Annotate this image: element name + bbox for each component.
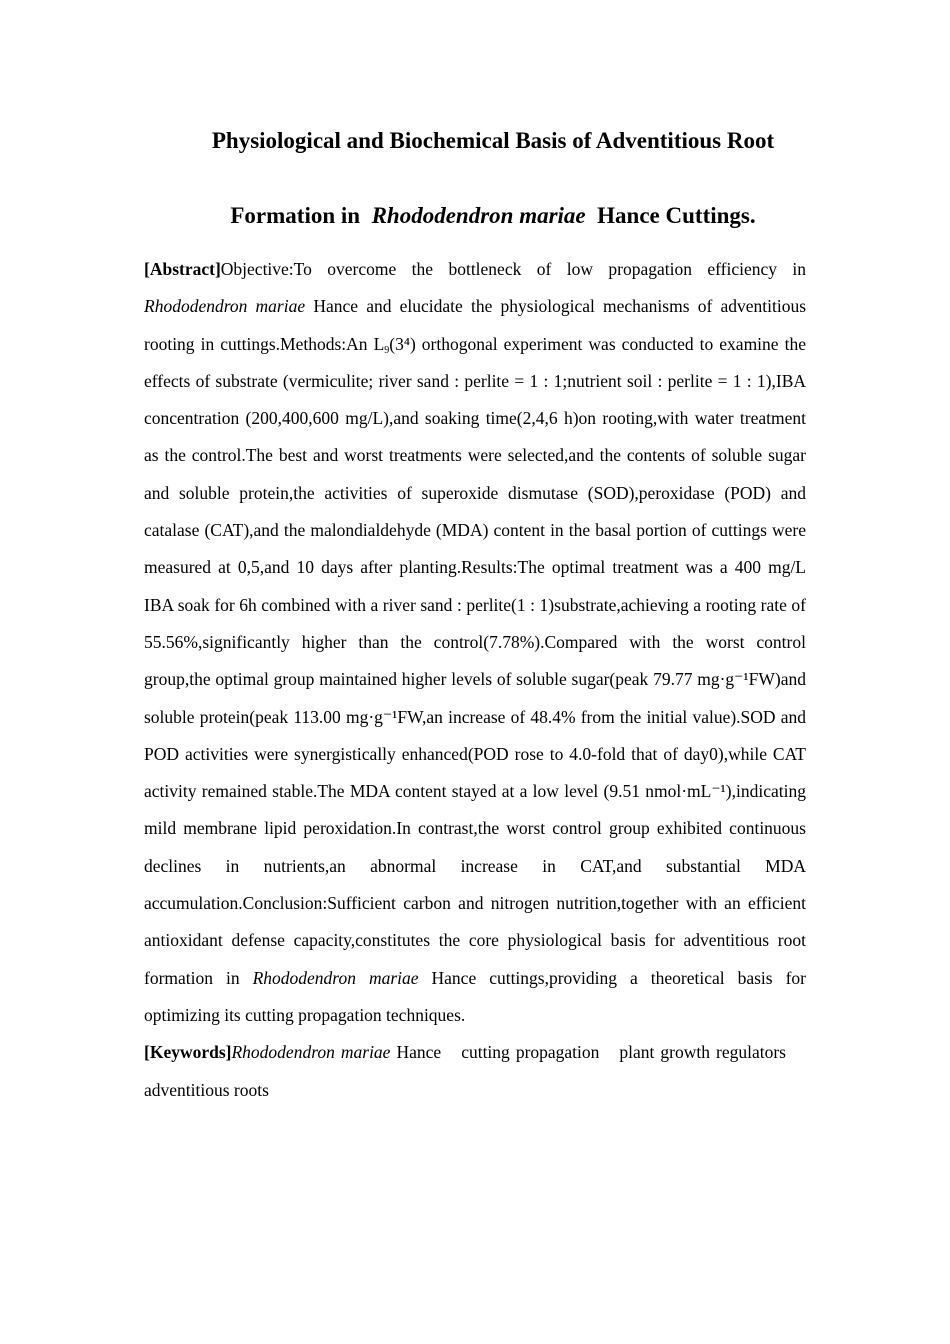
title-line-2 bbox=[120, 201, 866, 231]
keywords-label: [Keywords] bbox=[144, 1042, 232, 1063]
abstract-text-4: Hance cuttings,providing a theoretical basis for optimizing its cutting propagation techniques. bbox=[144, 967, 806, 1025]
keyword-1: cutting propagation bbox=[461, 1042, 600, 1063]
title-text-1: Physiological and Biochemical Basis of Adventitious Root bbox=[211, 128, 775, 153]
keyword-2: plant growth regulators bbox=[619, 1042, 786, 1063]
title-species: Rhododendron mariae bbox=[371, 203, 586, 228]
abstract-body bbox=[144, 251, 806, 1109]
title-prefix: Formation in bbox=[230, 203, 361, 228]
abstract-text-1: Objective:To overcome the bottleneck of low propagation efficiency in bbox=[220, 259, 806, 279]
title-line-1 bbox=[120, 126, 866, 156]
title-suffix: Hance Cuttings. bbox=[597, 203, 756, 228]
keyword-species: Rhododendron mariae bbox=[231, 1042, 391, 1063]
abstract-text-2: Hance and elucidate the physiological mechanisms of adventitious rooting in cuttings.Methods:An L bbox=[144, 296, 807, 354]
abstract-text-3: (3⁴) orthogonal experiment was conducted to examine the effects of substrate (vermiculite; river sand : perlite = 1 : 1;nutrient soil : perlite = 1 : 1),IBA concentration (200,400,600 mg/L),and soaking time(2,4,6 h)on rooting,with water treatment as the control.The best and worst treatments were selected,and the contents of soluble sugar and soluble protein,the activities of superoxide dismutase (SOD),peroxidase (POD) and catalase (CAT),and the malondialdehyde (MDA) content in the basal portion of cuttings were measured at 0,5,and 10 days after planting.Results:The optimal treatment was a 400 mg/L IBA soak for 6h combined with a river sand : perlite(1 : 1)substrate,achieving a rooting rate of 55.56%,significantly higher than the control(7.78%).Compared with the worst control group,the optimal group maintained higher levels of soluble sugar(peak 79.77 mg·g⁻¹FW)and soluble protein(peak 113.00 mg·g⁻¹FW,an increase of 48.4% from the initial value).SOD and POD activities were synergistically enhanced(POD rose to 4.0-fold that of day0),while CAT activity remained stable.The MDA content stayed at a low level (9.51 nmol·mL⁻¹),indicating mild membrane lipid peroxidation.In contrast,the worst control group exhibited continuous declines in nutrients,an abnormal increase in CAT,and substantial MDA accumulation.Conclusion:Sufficient carbon and nitrogen nutrition,together with an efficient antioxidant defense capacity,constitutes the core physiological basis for adventitious root formation in bbox=[144, 333, 806, 988]
keyword-species-suffix: Hance bbox=[396, 1042, 442, 1063]
keywords-paragraph bbox=[144, 1034, 806, 1109]
abstract-paragraph bbox=[144, 251, 806, 1034]
orthogonal-subscript: 9 bbox=[384, 344, 390, 356]
keyword-3: adventitious roots bbox=[144, 1079, 269, 1100]
abstract-species-1: Rhododendron mariae bbox=[144, 296, 306, 317]
abstract-label: [Abstract] bbox=[144, 259, 221, 279]
abstract-species-2: Rhododendron mariae bbox=[252, 967, 419, 988]
